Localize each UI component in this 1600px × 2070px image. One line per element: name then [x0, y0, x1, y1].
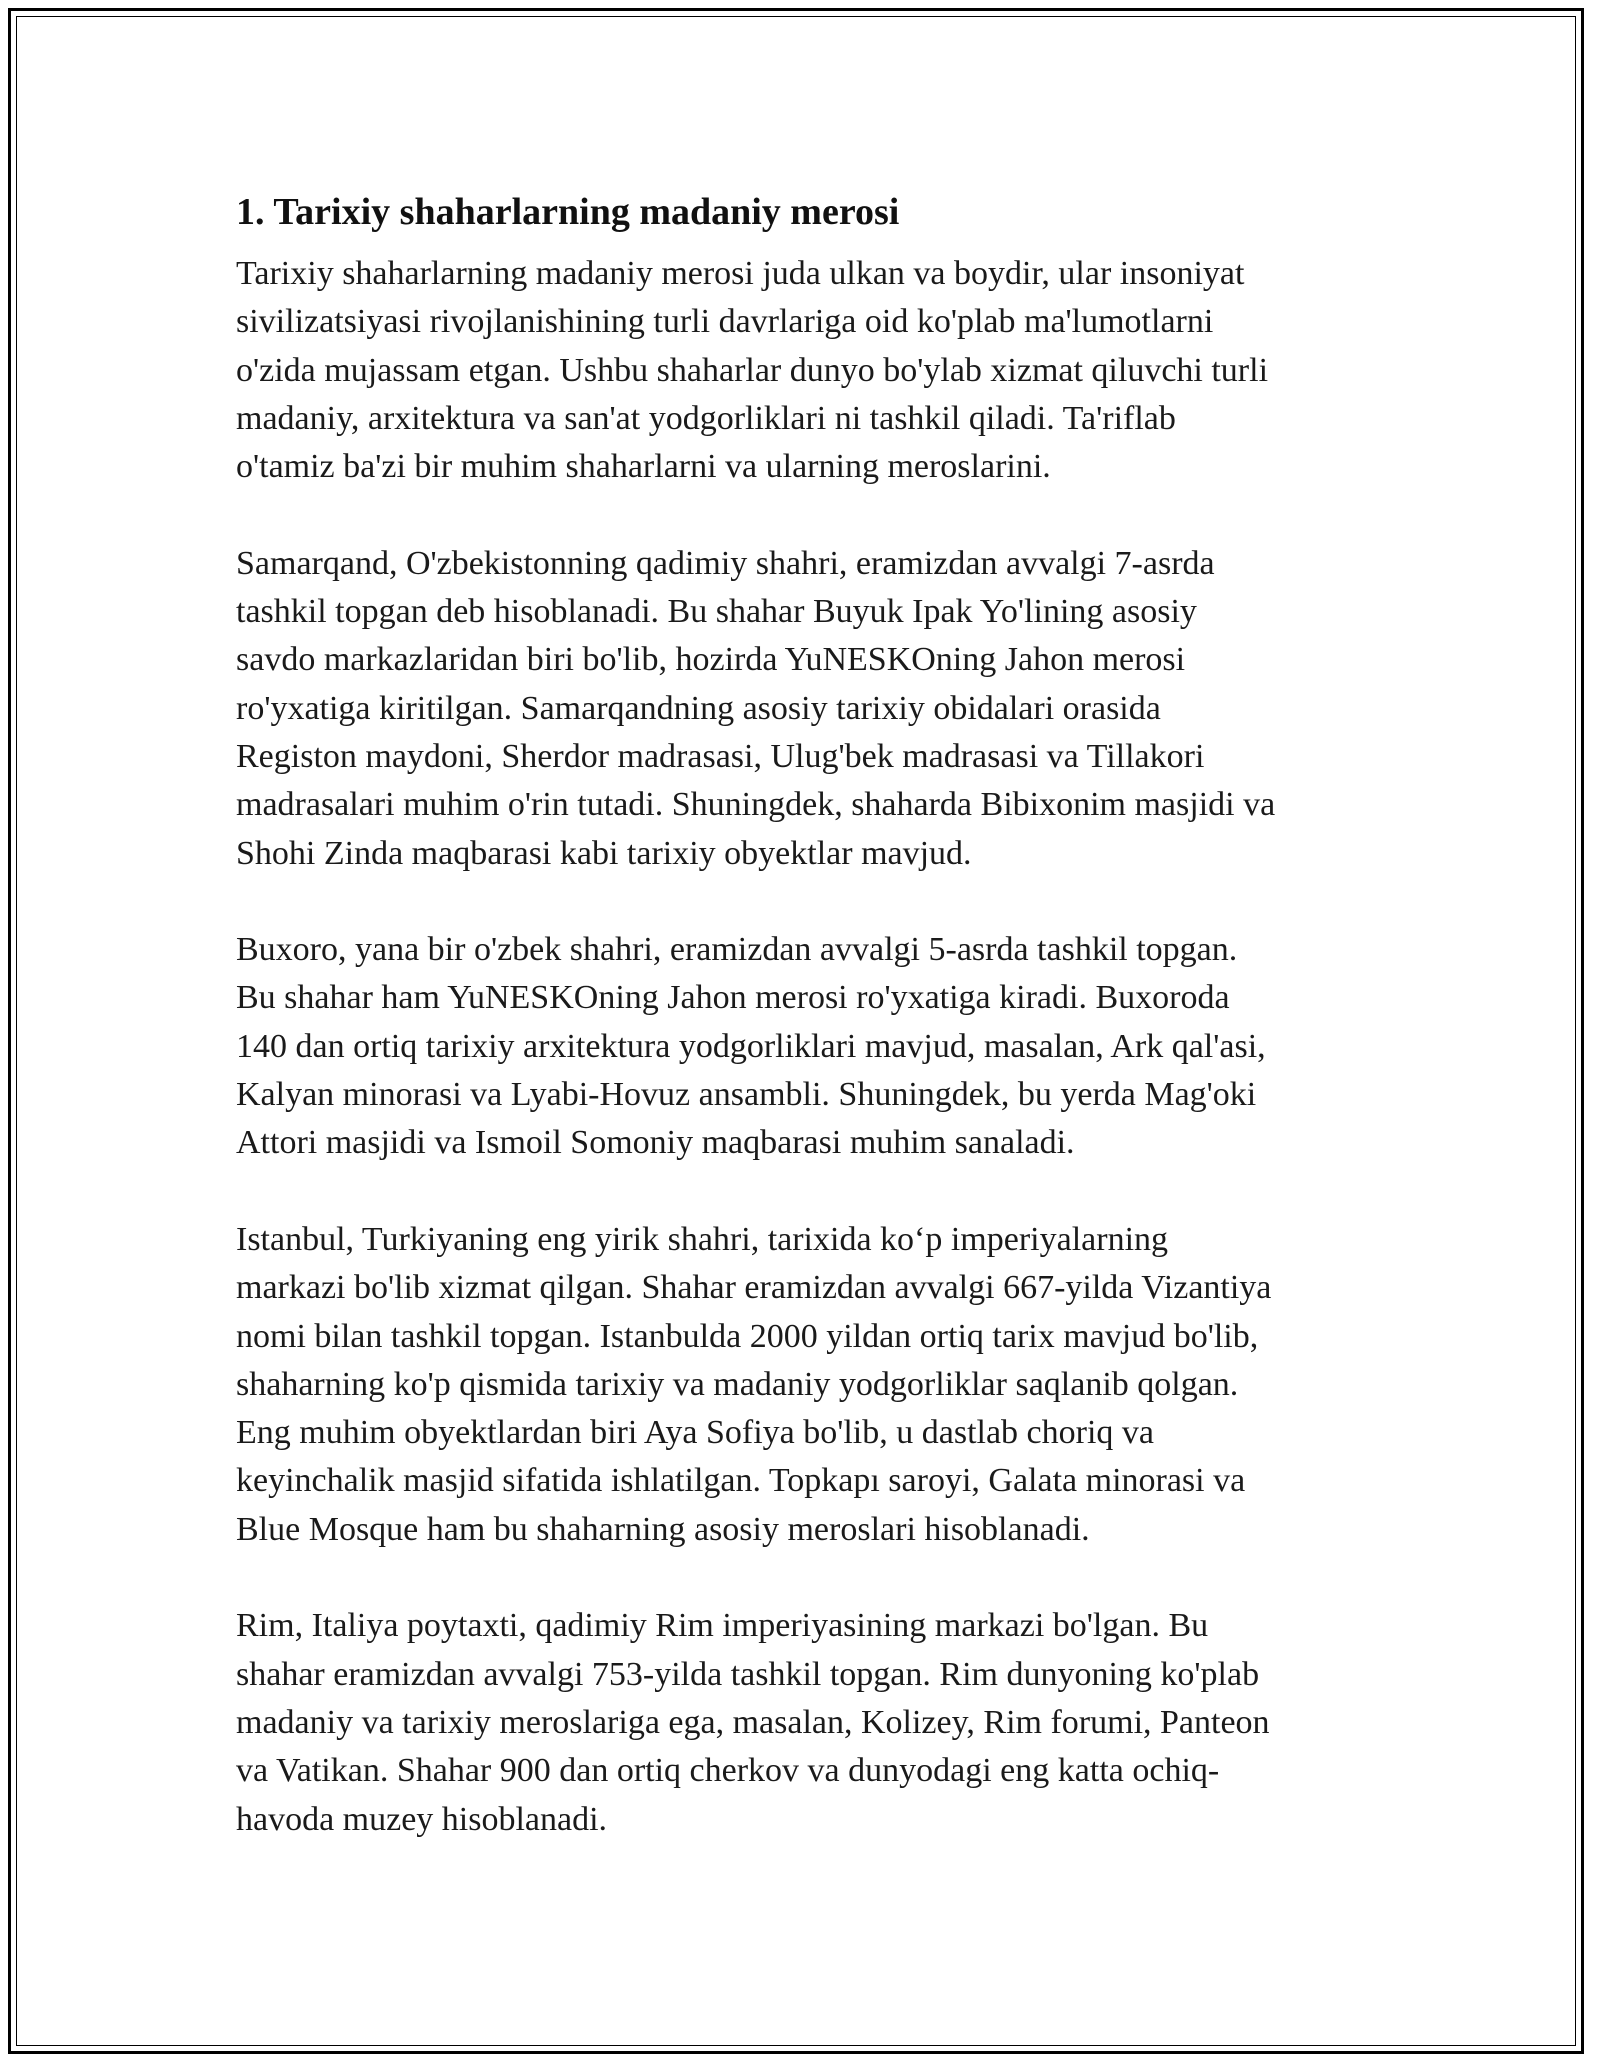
paragraph-buxoro — [236, 926, 1376, 1167]
text-line: markazi bo'lib xizmat qilgan. Shahar eramizdan avvalgi 667-yilda Vizantiya — [236, 1269, 1272, 1307]
text-line: madaniy va tarixiy meroslariga ega, masalan, Kolizey, Rim forumi, Panteon — [236, 1703, 1270, 1741]
text-line: o'tamiz ba'zi bir muhim shaharlarni va ularning meroslarini. — [236, 448, 1051, 486]
text-line: shaharning ko'p qismida tarixiy va madaniy yodgorliklar saqlanib qolgan. — [236, 1365, 1239, 1403]
text-line: Tarixiy shaharlarning madaniy merosi juda ulkan va boydir, ular insoniyat — [236, 255, 1245, 292]
paragraph-intro — [236, 250, 1376, 491]
text-line: va Vatikan. Shahar 900 dan ortiq cherkov va dunyodagi eng katta ochiq- — [236, 1752, 1220, 1790]
text-line: Istanbul, Turkiyaning eng yirik shahri, tarixida ko‘p imperiyalarning — [236, 1220, 1169, 1258]
page-title: 1. Tarixiy shaharlarning madaniy merosi — [236, 191, 900, 233]
text-line: ro'yxatiga kiritilgan. Samarqandning asosiy tarixiy obidalari orasida — [236, 689, 1161, 727]
text-line: Buxoro, yana bir o'zbek shahri, eramizdan avvalgi 5-asrda tashkil topgan. — [236, 931, 1238, 969]
text-line: Eng muhim obyektlardan biri Aya Sofiya bo'lib, u dastlab choriq va — [236, 1414, 1154, 1452]
paragraph-samarqand — [236, 540, 1376, 878]
text-line: havoda muzey hisoblanadi. — [236, 1800, 608, 1838]
paragraph-rim — [236, 1602, 1376, 1843]
text-line: nomi bilan tashkil topgan. Istanbulda 2000 yildan ortiq tarix mavjud bo'lib, — [236, 1317, 1259, 1355]
text-line: madaniy, arxitektura va san'at yodgorliklari ni tashkil qiladi. Ta'riflab — [236, 399, 1176, 437]
text-line: 140 dan ortiq tarixiy arxitektura yodgorliklari mavjud, masalan, Ark qal'asi, — [236, 1027, 1266, 1065]
document-body — [236, 186, 1376, 1844]
text-line: Registon maydoni, Sherdor madrasasi, Ulug'bek madrasasi va Tillakori — [236, 737, 1205, 775]
text-line: Kalyan minorasi va Lyabi-Hovuz ansambli. Shuningdek, bu yerda Mag'oki — [236, 1076, 1257, 1114]
text-line: Bu shahar ham YuNESKOning Jahon merosi ro'yxatiga kiradi. Buxoroda — [236, 979, 1230, 1017]
text-line: tashkil topgan deb hisoblanadi. Bu shahar Buyuk Ipak Yo'lining asosiy — [236, 593, 1197, 631]
text-line: shahar eramizdan avvalgi 753-yilda tashkil topgan. Rim dunyoning ko'plab — [236, 1655, 1260, 1693]
text-line: madrasalari muhim o'rin tutadi. Shuningdek, shaharda Bibixonim masjidi va — [236, 786, 1276, 824]
text-line: sivilizatsiyasi rivojlanishining turli davrlariga oid ko'plab ma'lumotlarni — [236, 303, 1214, 341]
text-line: keyinchalik masjid sifatida ishlatilgan. Topkapı saroyi, Galata minorasi va — [236, 1462, 1246, 1500]
text-line: Samarqand, O'zbekistonning qadimiy shahri, eramizdan avvalgi 7-asrda — [236, 544, 1215, 582]
text-line: Shohi Zinda maqbarasi kabi tarixiy obyektlar mavjud. — [236, 834, 972, 872]
text-line: Attori masjidi va Ismoil Somoniy maqbarasi muhim sanaladi. — [236, 1124, 1075, 1162]
text-line: Blue Mosque ham bu shaharning asosiy meroslari hisoblanadi. — [236, 1510, 1090, 1548]
text-line: Rim, Italiya poytaxti, qadimiy Rim imperiyasining markazi bo'lgan. Bu — [236, 1607, 1209, 1645]
text-line: o'zida mujassam etgan. Ushbu shaharlar dunyo bo'ylab xizmat qiluvchi turli — [236, 351, 1269, 389]
text-line: savdo markazlaridan biri bo'lib, hozirda YuNESKOning Jahon merosi — [236, 641, 1186, 679]
paragraph-istanbul — [236, 1216, 1376, 1554]
